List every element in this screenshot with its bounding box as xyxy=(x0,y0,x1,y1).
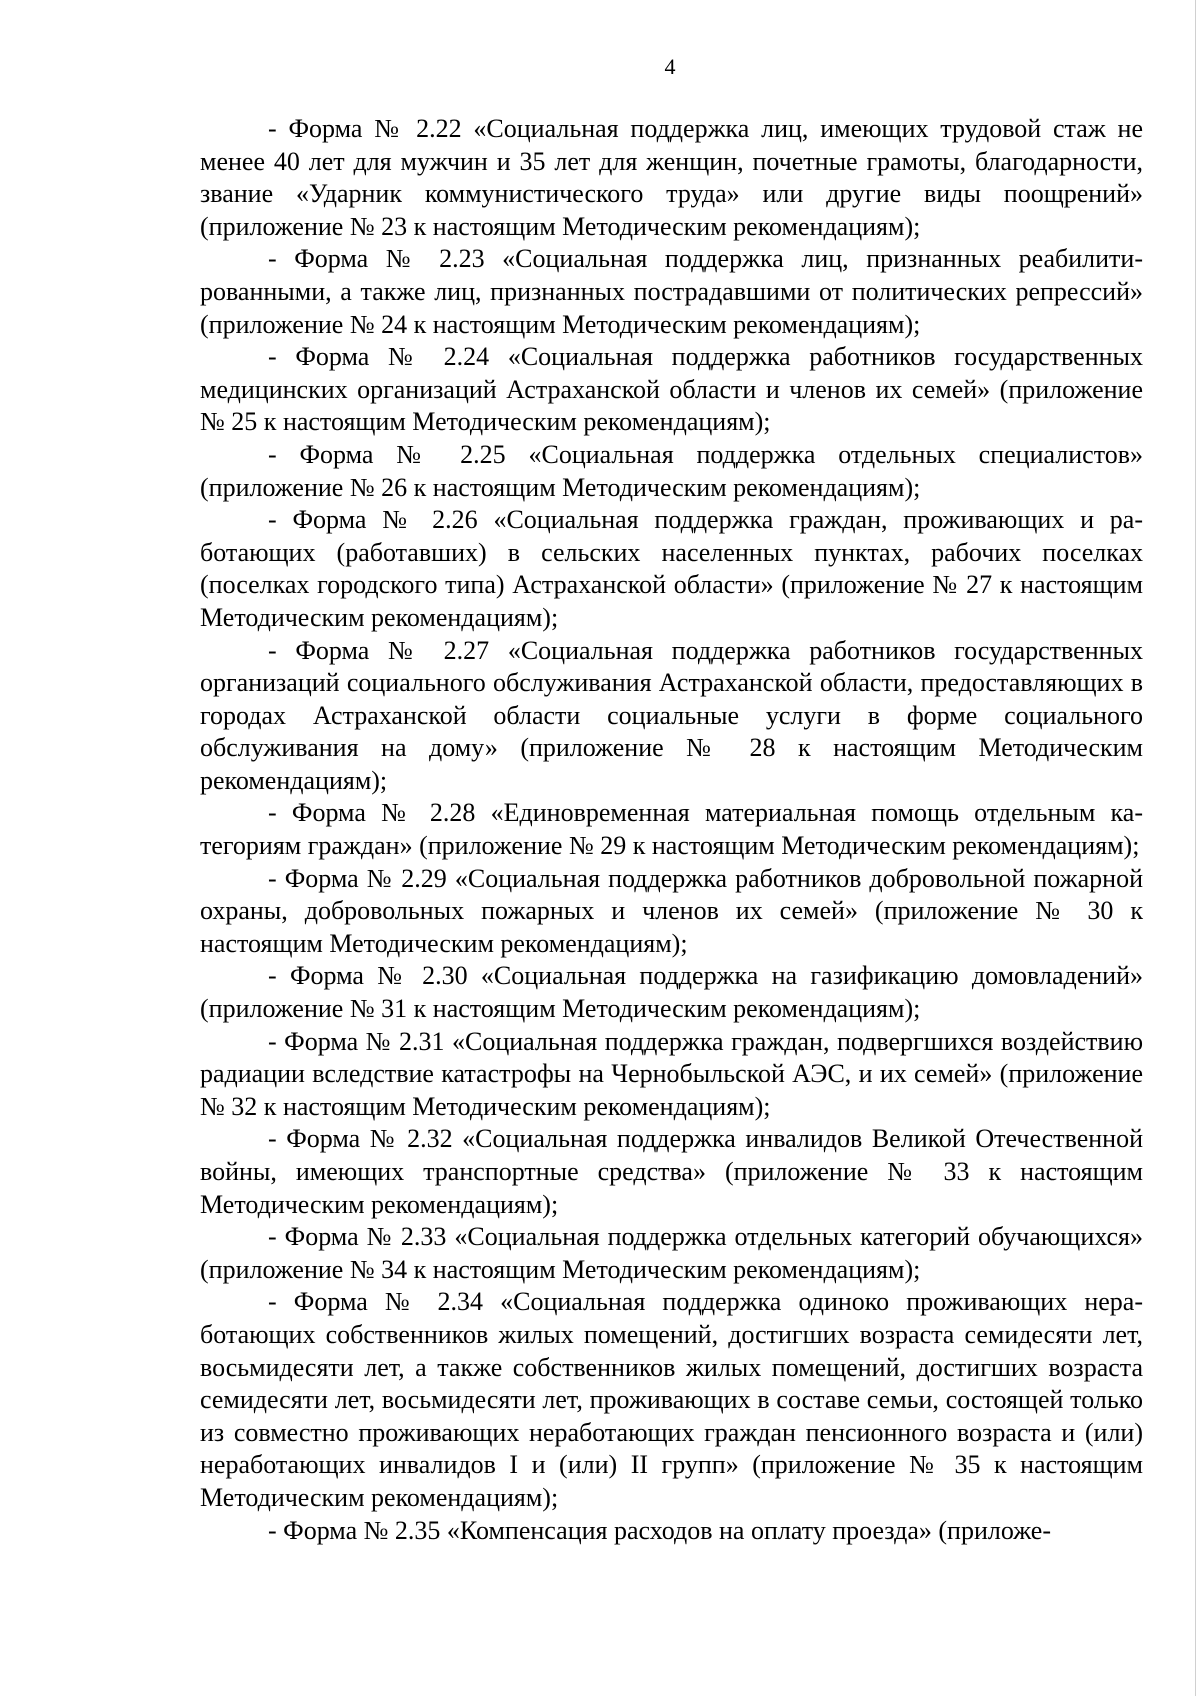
document-body xyxy=(200,113,1143,1547)
paragraph-form-2-35: - Форма № 2.35 «Компенсация расходов на оплату проезда» (приложе- xyxy=(268,1515,1052,1545)
paragraph-form-2-25: - Форма № 2.25 «Социальная поддержка отдельных специалистов» (приложение № 26 к настоящим Методическим рекомендациям); xyxy=(200,439,1143,502)
paragraph-form-2-31: - Форма № 2.31 «Социальная поддержка граждан, подвергшихся воздействию радиации вследствие катастрофы на Чернобыльской АЭС, и их семей» (приложение № 32 к настоящим Методическим рекомендациям); xyxy=(200,1026,1143,1121)
paragraph-form-2-27: - Форма № 2.27 «Социальная поддержка работников государственных организаций социального обслуживания Астраханской области, предоставляющих в городах Астраханской области социальные услуги в форме социального обслуживания на дому» (приложение № 28 к настоящим Методическим рекомендациям); xyxy=(200,635,1143,795)
page-edge-line xyxy=(1195,0,1196,1696)
paragraph-form-2-22: - Форма № 2.22 «Социальная поддержка лиц, имеющих трудовой стаж не менее 40 лет для мужчин и 35 лет для женщин, почетные грамоты, благодарности, звание «Ударник коммунистического труда» или другие виды поощрений» (приложение № 23 к настоящим Методическим рекомендациям); xyxy=(200,114,1143,241)
page-number: 4 xyxy=(664,54,676,79)
paragraph-form-2-24: - Форма № 2.24 «Социальная поддержка работников государственных медицинских организаций Астраханской области и членов их семей» (приложение № 25 к настоящим Методическим рекомендациям); xyxy=(200,342,1143,437)
paragraph-form-2-29: - Форма № 2.29 «Социальная поддержка работников добровольной пожарной охраны, добровольных пожарных и членов их семей» (приложение № 30 к настоящим Методическим рекомендациям); xyxy=(200,863,1143,958)
paragraph-form-2-28: - Форма № 2.28 «Единовременная материальная помощь отдельным категориям граждан» (приложение № 29 к настоящим Методическим рекомендациям); xyxy=(200,798,1143,861)
paragraph-form-2-32: - Форма № 2.32 «Социальная поддержка инвалидов Великой Отечественной войны, имеющих транспортные средства» (приложение № 33 к настоящим Методическим рекомендациям); xyxy=(200,1124,1143,1219)
paragraph-form-2-33: - Форма № 2.33 «Социальная поддержка отдельных категорий обучающихся» (приложение № 34 к настоящим Методическим рекомендациям); xyxy=(200,1222,1143,1284)
paragraph-form-2-23: - Форма № 2.23 «Социальная поддержка лиц, признанных реабилитированными, а также лиц, признанных пострадавшими от политических репрессий» (приложение № 24 к настоящим Методическим рекомендациям); xyxy=(200,244,1143,339)
paragraph-form-2-34: - Форма № 2.34 «Социальная поддержка одиноко проживающих неработающих собственников жилых помещений, достигших возраста семидесяти лет, восьмидесяти лет, а также собственников жилых помещений, достигших возраста семидесяти лет, восьмидесяти лет, проживающих в составе семьи, состоящей только из совместно проживающих неработающих граждан пенсионного возраста и (или) неработающих инвалидов I и (или) II групп» (приложение № 35 к настоящим Методическим рекомендациям); xyxy=(200,1287,1143,1512)
paragraph-form-2-30: - Форма № 2.30 «Социальная поддержка на газификацию домовладений» (приложение № 31 к настоящим Методическим рекомендациям); xyxy=(200,961,1143,1024)
paragraph-form-2-26: - Форма № 2.26 «Социальная поддержка граждан, проживающих и работающих (работавших) в сельских населенных пунктах, рабочих поселках (поселках городского типа) Астраханской области» (приложение № 27 к настоящим Методическим рекомендациям); xyxy=(200,505,1143,632)
